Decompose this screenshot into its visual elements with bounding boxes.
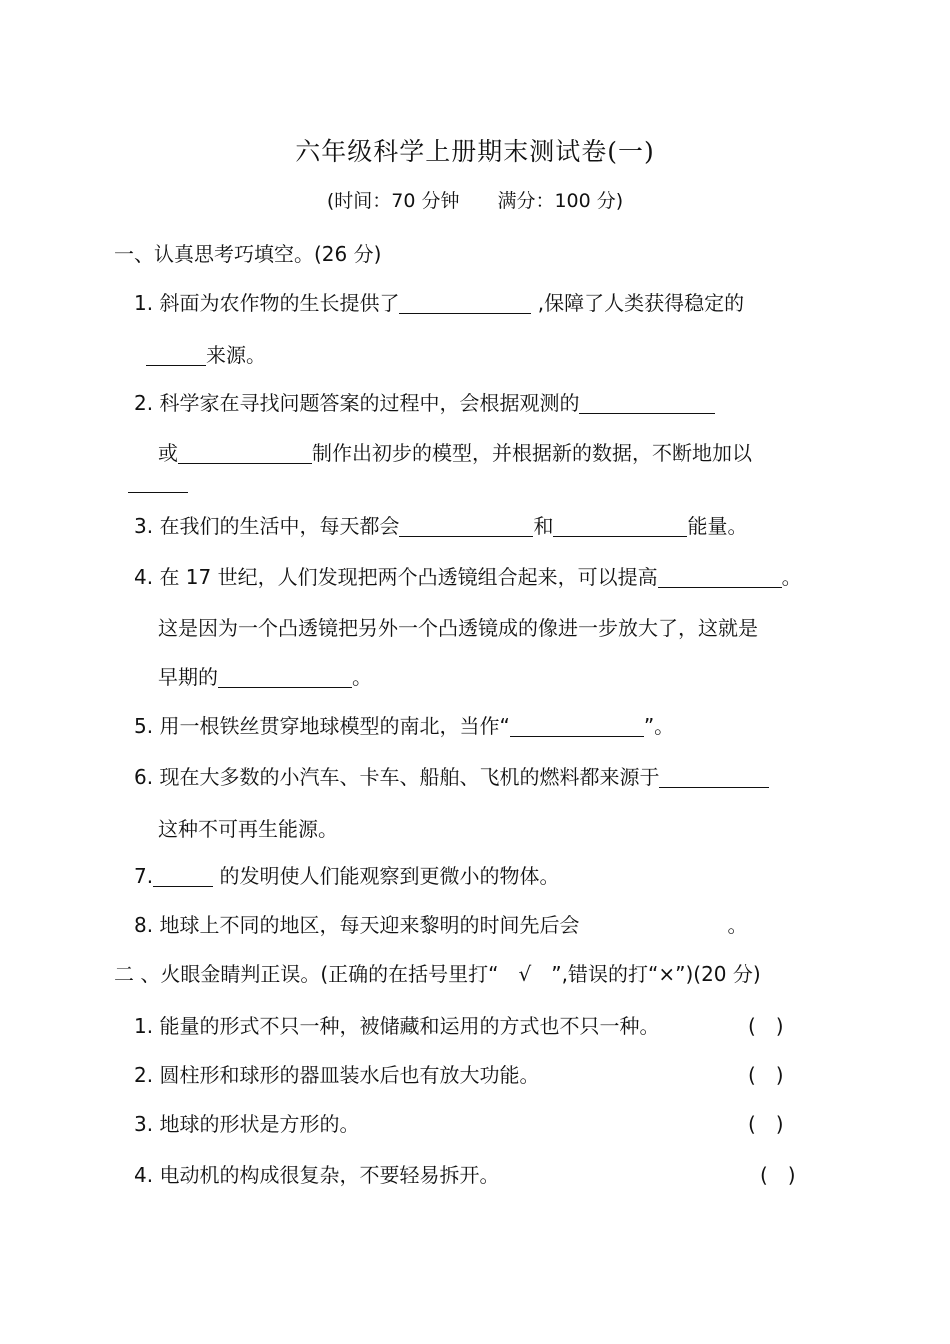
- answer-blank[interactable]: [553, 514, 687, 537]
- question-3: [134, 510, 747, 539]
- question-5-text-a: 5. 用一根铁丝贯穿地球模型的南北，当作“: [134, 714, 510, 738]
- question-4-line2: 这是因为一个凸透镜把另外一个凸透镜成的像进一步放大了，这就是: [158, 616, 758, 640]
- question-6-text-a: 6. 现在大多数的小汽车、卡车、船舶、飞机的燃料都来源于: [134, 765, 660, 789]
- question-5: [134, 710, 674, 739]
- question-8-text-b: 。: [727, 913, 748, 937]
- judge-answer-paren[interactable]: ( ): [748, 1112, 784, 1136]
- question-7-text-a: 7.: [134, 864, 154, 888]
- question-5-text-b: ”。: [643, 714, 675, 738]
- question-7: [134, 860, 559, 889]
- question-6-line2: 这种不可再生能源。: [158, 817, 338, 841]
- answer-blank[interactable]: [178, 441, 312, 464]
- question-1-line2: [146, 339, 266, 368]
- question-2-text-b: 或: [158, 441, 178, 465]
- question-2-line3: [128, 470, 188, 493]
- answer-blank[interactable]: [146, 343, 206, 366]
- question-4-text-d: 早期的: [158, 665, 218, 689]
- question-1-text-b: ,保障了人类获得稳定的: [531, 291, 745, 315]
- question-8: [134, 909, 747, 938]
- judge-item-1: 1. 能量的形式不只一种，被储藏和运用的方式也不只一种。: [134, 1014, 660, 1038]
- question-2-text-c: 制作出初步的模型，并根据新的数据，不断地加以: [312, 441, 752, 465]
- judge-answer-paren[interactable]: ( ): [748, 1063, 784, 1087]
- answer-blank[interactable]: [218, 665, 352, 688]
- answer-blank[interactable]: [153, 864, 213, 887]
- question-4-text-a: 4. 在 17 世纪，人们发现把两个凸透镜组合起来，可以提高: [134, 565, 658, 589]
- question-3-text-b: 和: [533, 514, 554, 538]
- section2-heading: 二 、火眼金睛判正误。(正确的在括号里打“ √ ”,错误的打“×”)(20 分): [114, 962, 761, 986]
- question-4-text-e: 。: [352, 665, 372, 689]
- question-2-line1: [134, 387, 715, 416]
- question-7-text-b: 的发明使人们能观察到更微小的物体。: [213, 864, 560, 888]
- answer-blank[interactable]: [399, 291, 531, 314]
- page-title: 六年级科学上册期末测试卷(一): [295, 137, 655, 166]
- exam-info: (时间：70 分钟 满分：100 分): [326, 190, 624, 212]
- answer-blank[interactable]: [579, 391, 715, 414]
- answer-blank[interactable]: [128, 470, 188, 493]
- question-8-text-a: 8. 地球上不同的地区，每天迎来黎明的时间先后会: [134, 913, 580, 937]
- answer-blank[interactable]: [659, 765, 769, 788]
- question-4-line3: [158, 661, 372, 690]
- question-1-line1: [134, 287, 744, 316]
- question-3-text-c: 能量。: [687, 514, 748, 538]
- section1-heading: 一、认真思考巧填空。(26 分): [114, 242, 382, 266]
- question-3-text-a: 3. 在我们的生活中，每天都会: [134, 514, 400, 538]
- judge-item-4: 4. 电动机的构成很复杂，不要轻易拆开。: [134, 1163, 500, 1187]
- answer-blank[interactable]: [399, 514, 533, 537]
- question-4-text-b: 。: [781, 565, 802, 589]
- question-1-text-a: 1. 斜面为农作物的生长提供了: [134, 291, 400, 315]
- judge-answer-paren[interactable]: ( ): [760, 1163, 796, 1187]
- question-6-line1: [134, 761, 769, 790]
- answer-blank[interactable]: [658, 565, 782, 588]
- question-2-text-a: 2. 科学家在寻找问题答案的过程中，会根据观测的: [134, 391, 580, 415]
- question-4-line1: [134, 561, 802, 590]
- answer-blank[interactable]: [510, 714, 644, 737]
- question-1-text-c: 来源。: [206, 343, 266, 367]
- judge-answer-paren[interactable]: ( ): [748, 1014, 784, 1038]
- judge-item-2: 2. 圆柱形和球形的器皿装水后也有放大功能。: [134, 1063, 540, 1087]
- judge-item-3: 3. 地球的形状是方形的。: [134, 1112, 360, 1136]
- question-2-line2: [158, 437, 752, 466]
